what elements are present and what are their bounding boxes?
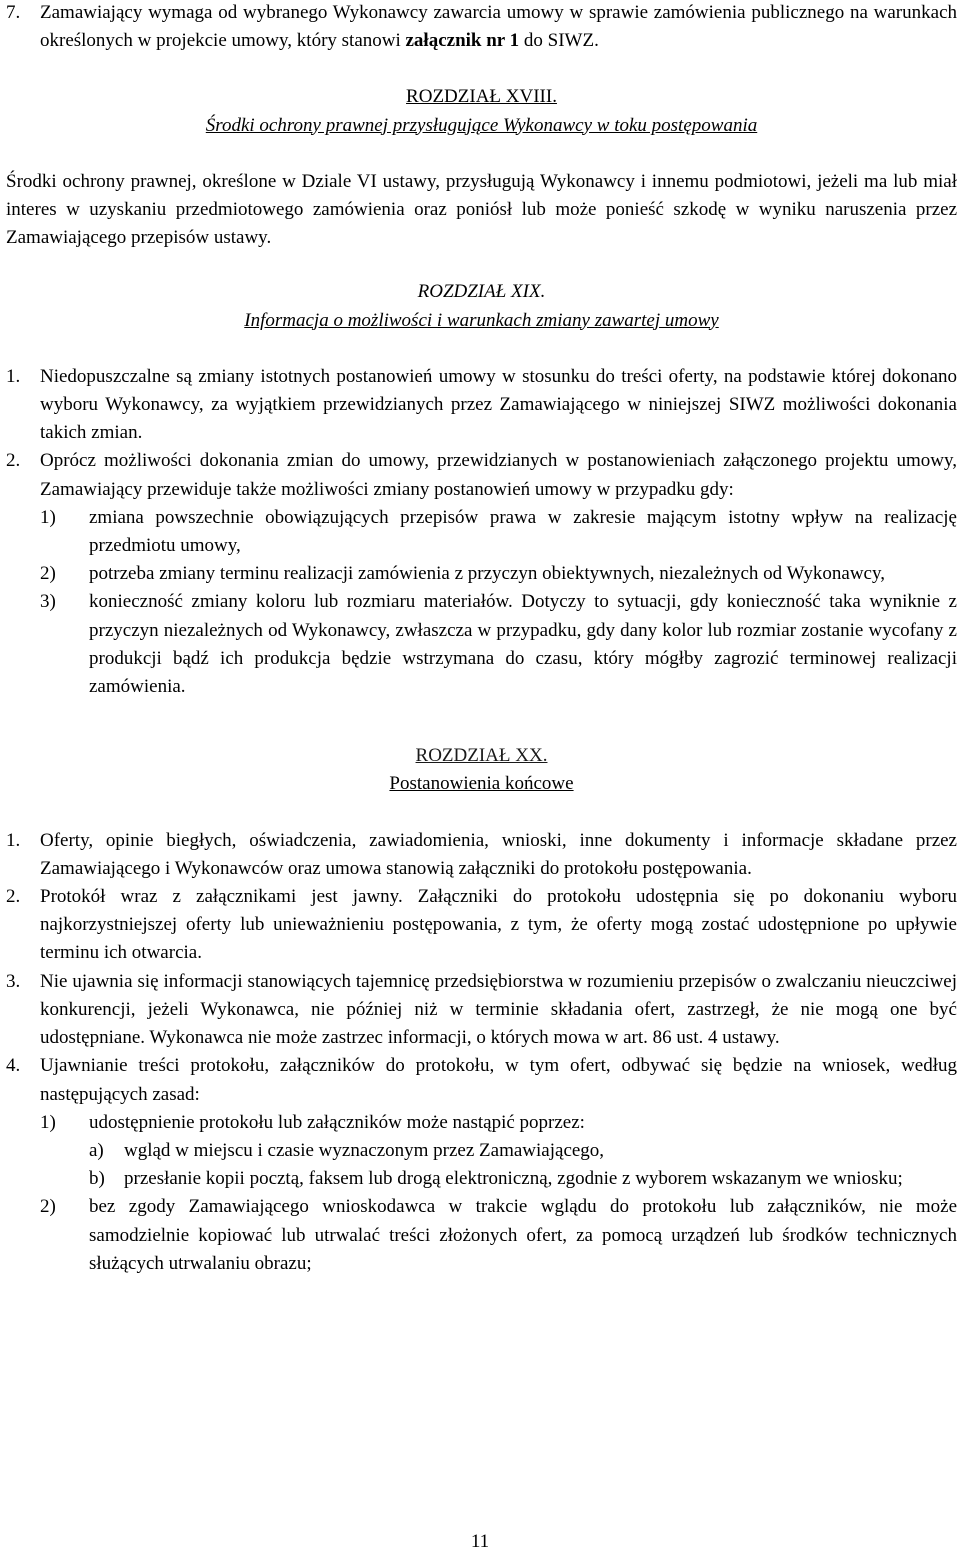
chapter-20-item-3	[6, 968, 957, 1053]
item-number: 2.	[6, 886, 21, 908]
chapter-20-subitem-1	[40, 1109, 957, 1137]
item-text: Oprócz możliwości dokonania zmian do umowy, przewidzianych w postanowieniach załączonego projektu umowy, Zamawiający przewiduje także możliwości zmiany postanowień umowy w przypadku gdy:	[40, 450, 957, 500]
chapter-19-subitem-1	[40, 504, 957, 560]
intro-text-bold: załącznik nr 1	[405, 30, 520, 52]
document-page	[6, 0, 957, 1278]
subitem-text: udostępnienie protokołu lub załączników może nastąpić poprzez:	[89, 1111, 585, 1133]
subitem-number: 2)	[40, 1196, 56, 1218]
intro-text-after: do SIWZ.	[519, 30, 599, 52]
item-number: 4.	[6, 1055, 21, 1077]
subitem-number: 3)	[40, 591, 56, 613]
subitem-text: konieczność zmiany koloru lub rozmiaru materiałów. Dotyczy to sytuacji, gdy konieczność taka wyniknie z przyczyn niezależnych od Wykonawcy, zwłaszcza w przypadku, gdy dany kolor lub rozmiar zostanie wycofany z produkcji bądź ich produkcja będzie wstrzymana do czasu, który mógłby zagrozić terminowej realizacji zamówienia.	[89, 591, 957, 698]
chapter-20-item-1	[6, 827, 957, 883]
subitem-number: 1)	[40, 506, 56, 528]
chapter-20-subitem-2	[40, 1193, 957, 1278]
subitem-number: 1)	[40, 1111, 56, 1133]
chapter-20-item-2	[6, 883, 957, 968]
chapter-19-item-1	[6, 363, 957, 448]
chapter-20-item-4	[6, 1052, 957, 1108]
chapter-19-item-2	[6, 447, 957, 503]
subitem-text: bez zgody Zamawiającego wnioskodawca w trakcie wglądu do protokołu lub załączników, nie może samodzielnie kopiować lub utrwalać treści złożonych ofert, za pomocą urządzeń lub środków technicznych służących utrwalaniu obrazu;	[89, 1196, 957, 1274]
chapter-20-letter-a	[89, 1137, 957, 1165]
intro-text-before: Zamawiający wymaga od wybranego Wykonawcy zawarcia umowy w sprawie zamówienia publicznego na warunkach określonych w projekcie umowy, który stanowi	[40, 2, 957, 52]
item-number: 2.	[6, 450, 21, 472]
chapter-19-title: ROZDZIAŁ XIX.	[417, 281, 546, 303]
item-text: Protokół wraz z załącznikami jest jawny. Załączniki do protokołu udostępnia się po dokonaniu wyboru najkorzystniejszej oferty lub unieważnieniu postępowania, z tym, że oferty mogą zostać udostępnione po upływie terminu ich otwarcia.	[40, 886, 957, 964]
letter-number: a)	[89, 1139, 104, 1161]
chapter-18-body: Środki ochrony prawnej, określone w Dziale VI ustawy, przysługują Wykonawcy i innemu podmiotowi, jeżeli ma lub miał interes w uzyskaniu przedmiotowego zamówienia oraz poniósł lub może ponieść szkodę w wyniku naruszenia przez Zamawiającego przepisów ustawy.	[6, 170, 957, 249]
chapter-20-subtitle: Postanowienia końcowe	[389, 773, 574, 795]
subitem-text: zmiana powszechnie obowiązujących przepisów prawa w zakresie mającym istotny wpływ na realizację przedmiotu umowy,	[89, 506, 957, 557]
item-number: 1.	[6, 365, 21, 387]
page-number: 11	[470, 1531, 490, 1552]
subitem-text: potrzeba zmiany terminu realizacji zamówienia z przyczyn obiektywnych, niezależnych od Wykonawcy,	[89, 563, 885, 585]
item-text: Nie ujawnia się informacji stanowiących tajemnicę przedsiębiorstwa w rozumieniu przepisów o zwalczaniu nieuczciwej konkurencji, jeżeli Wykonawca, nie później niż w terminie składania ofert, zastrzegł, że nie mogą one być udostępniane. Wykonawca nie może zastrzec informacji, o których mowa w art. 86 ust. 4 ustawy.	[40, 970, 957, 1049]
intro-number: 7.	[6, 2, 21, 23]
chapter-18-title: ROZDZIAŁ XVIII.	[406, 86, 557, 108]
chapter-20-letter-b	[89, 1165, 957, 1193]
letter-text: przesłanie kopii pocztą, faksem lub drogą elektroniczną, zgodnie z wyborem wskazanym we wniosku;	[124, 1168, 903, 1190]
letter-number: b)	[89, 1168, 105, 1190]
intro-item	[6, 0, 957, 55]
item-number: 1.	[6, 829, 21, 851]
chapter-20-title: ROZDZIAŁ XX.	[415, 745, 548, 767]
intro-text	[40, 0, 957, 55]
chapter-19-subtitle: Informacja o możliwości i warunkach zmiany zawartej umowy	[244, 309, 719, 331]
letter-text: wgląd w miejscu i czasie wyznaczonym przez Zamawiającego,	[124, 1139, 605, 1161]
chapter-19-subitem-2	[40, 560, 957, 588]
chapter-19-subitem-3	[40, 588, 957, 701]
item-number: 3.	[6, 970, 21, 992]
item-text: Oferty, opinie biegłych, oświadczenia, zawiadomienia, wnioski, inne dokumenty i informacje składane przez Zamawiającego i Wykonawców oraz umowa stanowią załączniki do protokołu postępowania.	[40, 829, 957, 879]
item-text: Niedopuszczalne są zmiany istotnych postanowień umowy w stosunku do treści oferty, na podstawie której dokonano wyboru Wykonawcy, za wyjątkiem przewidzianych przez Zamawiającego w niniejszej SIWZ możliwości dokonania takich zmian.	[40, 365, 957, 444]
subitem-number: 2)	[40, 563, 56, 585]
item-text: Ujawnianie treści protokołu, załączników do protokołu, w tym ofert, odbywać się będzie na wniosek, według następujących zasad:	[40, 1055, 957, 1105]
chapter-18-subtitle: Środki ochrony prawnej przysługujące Wykonawcy w toku postępowania	[205, 114, 758, 136]
